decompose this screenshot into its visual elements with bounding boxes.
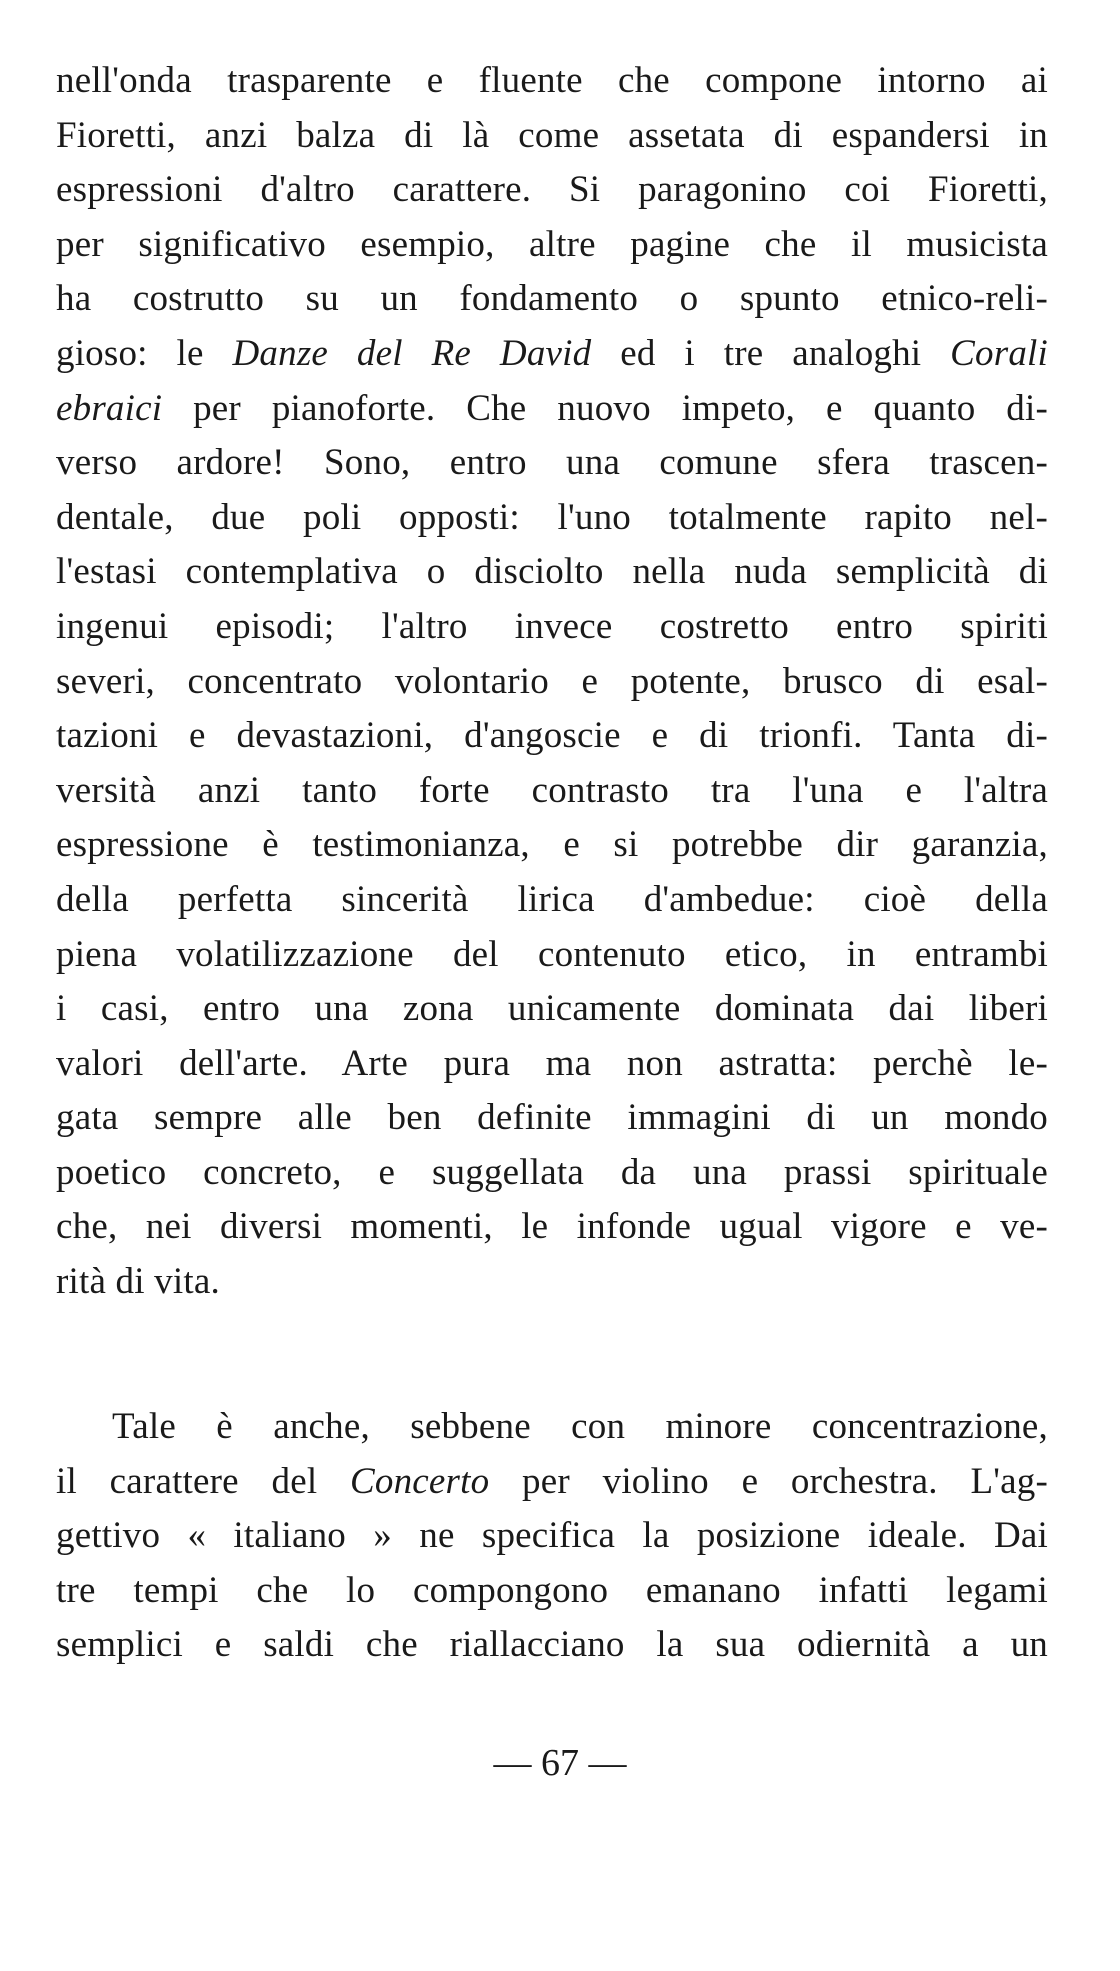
italic-title-corali: Corali xyxy=(950,332,1048,374)
text-line xyxy=(56,327,1048,382)
text-line: gettivo « italiano » ne specifica la posizione ideale. Dai xyxy=(56,1515,1048,1557)
text-line: tazioni e devastazioni, d'angoscie e di trionfi. Tanta di- xyxy=(56,715,1048,757)
text-line: severi, concentrato volontario e potente, brusco di esal- xyxy=(56,660,1048,702)
text-line: tre tempi che lo compongono emanano infatti legami xyxy=(56,1569,1048,1611)
text-line: Tale è anche, sebbene con minore concentrazione, xyxy=(112,1406,1048,1447)
text-line: per significativo esempio, altre pagine che il musicista xyxy=(56,223,1048,265)
text-line: espressione è testimonianza, e si potrebbe dir garanzia, xyxy=(56,824,1048,866)
text-line: l'estasi contemplativa o disciolto nella nuda semplicità di xyxy=(56,551,1048,593)
text-line xyxy=(56,1455,1048,1510)
text-run: gioso: le xyxy=(56,332,233,374)
italic-title-concerto: Concerto xyxy=(350,1460,490,1502)
text-line: nell'onda trasparente e fluente che compone intorno ai xyxy=(56,60,1048,101)
text-line: ingenui episodi; l'altro invece costretto entro spiriti xyxy=(56,605,1048,647)
paragraph-2 xyxy=(56,1400,1048,1673)
text-run: il carattere del xyxy=(56,1460,351,1502)
text-line: gata sempre alle ben definite immagini di un mondo xyxy=(56,1097,1048,1139)
text-run: ed i tre analoghi xyxy=(591,332,951,374)
text-line: verso ardore! Sono, entro una comune sfera trascen- xyxy=(56,442,1048,484)
text-line: che, nei diversi momenti, le infonde ugual vigore e ve- xyxy=(56,1206,1048,1248)
text-line: dentale, due poli opposti: l'uno totalmente rapito nel- xyxy=(56,496,1048,538)
text-line: della perfetta sincerità lirica d'ambedue: cioè della xyxy=(56,878,1048,920)
text-line: poetico concreto, e suggellata da una prassi spirituale xyxy=(56,1151,1048,1193)
text-line xyxy=(56,382,1048,437)
text-run: per violino e orchestra. L'ag- xyxy=(489,1460,1048,1502)
text-line: Fioretti, anzi balza di là come assetata di espandersi in xyxy=(56,114,1048,156)
paragraph-1 xyxy=(56,54,1048,1310)
text-line: i casi, entro una zona unicamente dominata dai liberi xyxy=(56,988,1048,1030)
text-line: valori dell'arte. Arte pura ma non astratta: perchè le- xyxy=(56,1042,1048,1084)
italic-title-danze: Danze del Re David xyxy=(232,332,592,374)
text-line: piena volatilizzazione del contenuto etico, in entrambi xyxy=(56,933,1048,975)
text-line: versità anzi tanto forte contrasto tra l'una e l'altra xyxy=(56,769,1048,811)
text-line: ha costrutto su un fondamento o spunto etnico-reli- xyxy=(56,278,1048,320)
text-line: espressioni d'altro carattere. Si paragonino coi Fioretti, xyxy=(56,169,1048,211)
text-line: rità di vita. xyxy=(56,1261,220,1303)
text-line: semplici e saldi che riallacciano la sua odiernità a un xyxy=(56,1624,1048,1666)
text-run: per pianoforte. Che nuovo impeto, e quanto di- xyxy=(162,387,1048,429)
page-number: — 67 — xyxy=(493,1742,627,1784)
italic-title-ebraici: ebraici xyxy=(56,387,163,429)
